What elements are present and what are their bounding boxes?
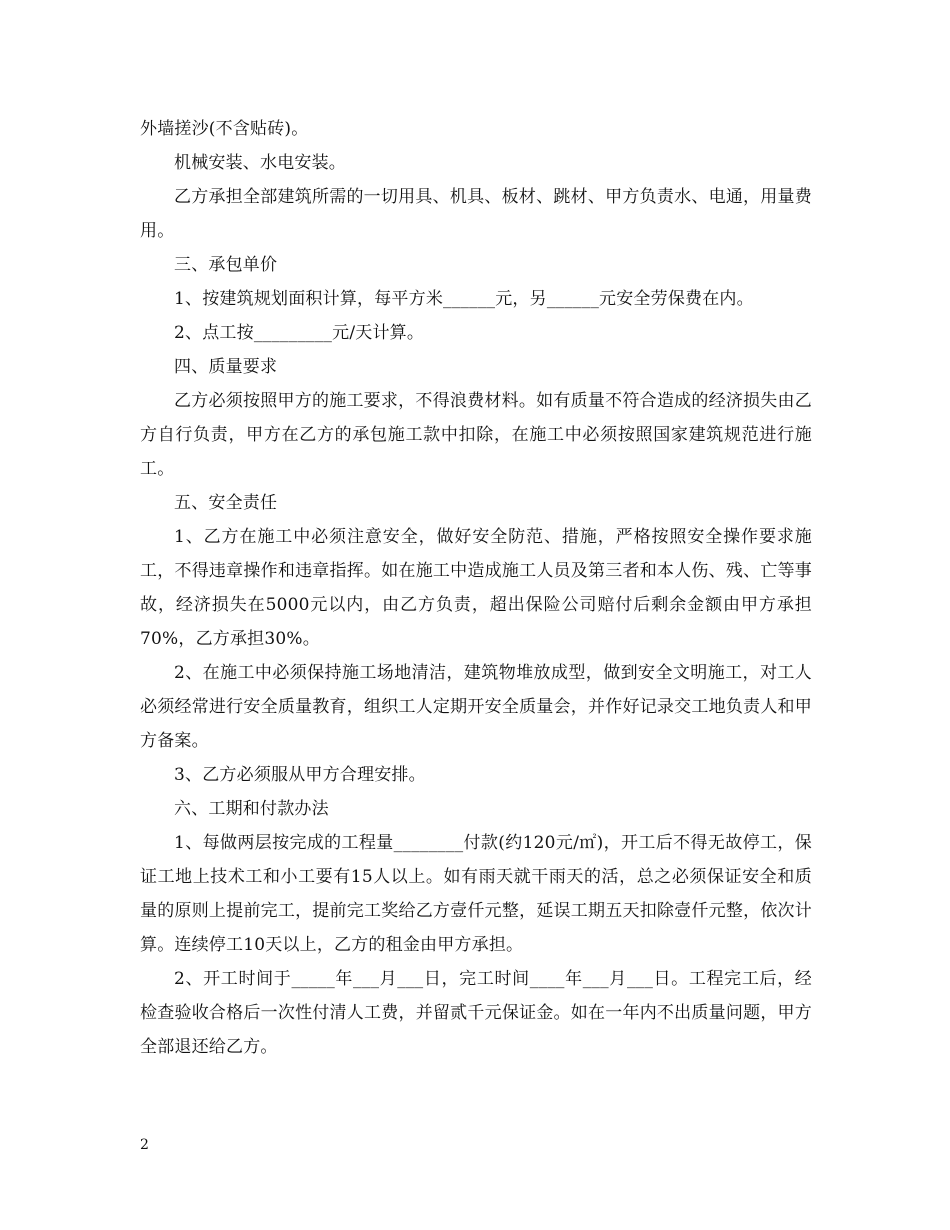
section-heading-unit-price: 三、承包单价: [174, 255, 278, 275]
document-body: [140, 112, 812, 1064]
paragraph-safety-1: 1、乙方在施工中必须注意安全，做好安全防范、措施，严格按照安全操作要求施工，不得违章操作和违章指挥。如在施工中造成施工人员及第三者和本人伤、残、亡等事故，经济损失在5000元以内，由乙方负责，超出保险公司赔付后剩余金额由甲方承担70%，乙方承担30%。: [140, 527, 812, 649]
paragraph-payment-1: 1、每做两层按完成的工程量________付款(约120元/㎡)，开工后不得无故停工，保证工地上技术工和小工要有15人以上。如有雨天就干雨天的活，总之必须保证安全和质量的原则上提前完工，提前完工奖给乙方壹仟元整，延误工期五天扣除壹仟元整，依次计算。连续停工10天以上，乙方的租金由甲方承担。: [140, 833, 812, 955]
paragraph-mechanical-install: 机械安装、水电安装。: [174, 153, 346, 173]
paragraph-safety-2: 2、在施工中必须保持施工场地清洁，建筑物堆放成型，做到安全文明施工，对工人必须经常进行安全质量教育，组织工人定期开安全质量会，并作好记录交工地负责人和甲方备案。: [140, 663, 812, 751]
paragraph-exterior-plaster: 外墙搓沙(不含贴砖)。: [140, 119, 309, 139]
paragraph-unit-price-daywork: 2、点工按_________元/天计算。: [174, 323, 425, 343]
page-number: 2: [140, 1137, 149, 1153]
paragraph-unit-price-area: 1、按建筑规划面积计算，每平方米______元，另______元安全劳保费在内。: [174, 289, 754, 309]
section-heading-quality: 四、质量要求: [174, 357, 278, 377]
paragraph-quality-requirements: 乙方必须按照甲方的施工要求，不得浪费材料。如有质量不符合造成的经济损失由乙方自行负责，甲方在乙方的承包施工款中扣除，在施工中必须按照国家建筑规范进行施工。: [140, 391, 812, 479]
section-heading-safety: 五、安全责任: [174, 493, 278, 513]
paragraph-payment-2: 2、开工时间于_____年___月___日，完工时间____年___月___日。工程完工后，经检查验收合格后一次性付清人工费，并留贰千元保证金。如在一年内不出质量问题，甲方全部退还给乙方。: [140, 969, 812, 1057]
section-heading-schedule-payment: 六、工期和付款办法: [174, 799, 329, 819]
paragraph-safety-3: 3、乙方必须服从甲方合理安排。: [174, 765, 426, 785]
paragraph-tools-materials: 乙方承担全部建筑所需的一切用具、机具、板材、跳材、甲方负责水、电通，用量费用。: [140, 187, 812, 241]
